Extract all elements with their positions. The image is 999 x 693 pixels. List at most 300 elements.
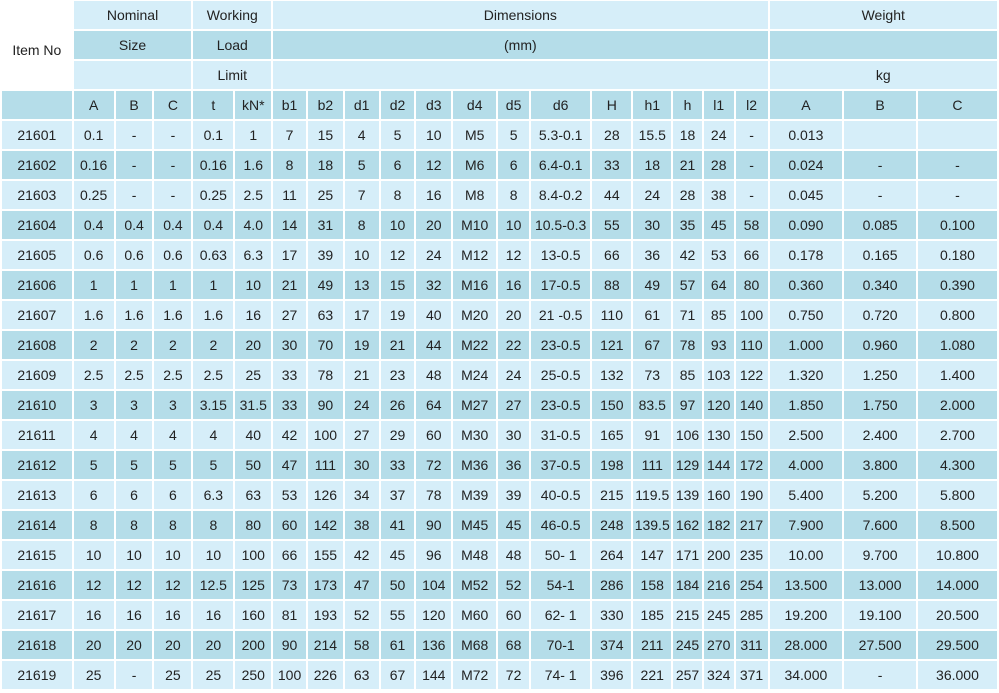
table-cell: 10 — [74, 541, 114, 571]
dimensions-blank — [273, 61, 767, 91]
table-cell: 0.750 — [770, 301, 843, 331]
table-cell: 171 — [673, 541, 702, 571]
table-cell: 150 — [592, 391, 631, 421]
table-cell: 374 — [592, 631, 631, 661]
column-header: B — [116, 91, 153, 121]
table-row — [2, 151, 997, 181]
table-cell: 25-0.5 — [531, 361, 590, 391]
table-cell: 2.500 — [770, 421, 843, 451]
table-cell: 17 — [345, 301, 379, 331]
table-cell: 10 — [193, 541, 233, 571]
table-cell: 48 — [416, 361, 451, 391]
table-cell: 0.6 — [116, 241, 153, 271]
table-cell: 58 — [345, 631, 379, 661]
table-cell: 190 — [736, 481, 768, 511]
table-cell: 147 — [633, 541, 671, 571]
table-cell: 214 — [308, 631, 343, 661]
column-header: h — [673, 91, 702, 121]
table-cell: 104 — [416, 571, 451, 601]
item-no-cell: 21603 — [2, 181, 72, 211]
table-cell: 23-0.5 — [531, 391, 590, 421]
table-cell: 42 — [673, 241, 702, 271]
table-cell: 182 — [704, 511, 734, 541]
table-cell: 64 — [416, 391, 451, 421]
table-cell: 211 — [633, 631, 671, 661]
table-cell: 28.000 — [770, 631, 843, 661]
table-cell: 100 — [273, 661, 306, 691]
table-cell: - — [736, 121, 768, 151]
column-header: t — [193, 91, 233, 121]
table-row — [2, 361, 997, 391]
table-cell: 1.850 — [770, 391, 843, 421]
table-cell: 8.500 — [918, 511, 997, 541]
table-cell: 73 — [633, 361, 671, 391]
table-cell: - — [736, 151, 768, 181]
table-cell: 6 — [498, 151, 529, 181]
table-cell: 0.25 — [193, 181, 233, 211]
table-cell: 66 — [592, 241, 631, 271]
table-cell: 24 — [704, 121, 734, 151]
table-row — [2, 661, 997, 691]
table-cell: 27 — [498, 391, 529, 421]
table-cell: 1 — [116, 271, 153, 301]
table-cell: 17-0.5 — [531, 271, 590, 301]
table-cell: 2.5 — [116, 361, 153, 391]
table-cell: 18 — [633, 151, 671, 181]
table-cell: 245 — [704, 601, 734, 631]
table-cell: 371 — [736, 661, 768, 691]
table-cell: 120 — [416, 601, 451, 631]
table-cell: 63 — [345, 661, 379, 691]
table-cell: 257 — [673, 661, 702, 691]
table-cell: 23 — [381, 361, 415, 391]
table-cell: 49 — [308, 271, 343, 301]
table-cell: 285 — [736, 601, 768, 631]
table-cell: 0.024 — [770, 151, 843, 181]
table-cell: 235 — [736, 541, 768, 571]
table-cell: 5 — [154, 451, 191, 481]
table-cell: 14 — [273, 211, 306, 241]
table-cell: 88 — [592, 271, 631, 301]
table-cell: M5 — [453, 121, 496, 151]
table-cell: 129 — [673, 451, 702, 481]
table-cell: 54-1 — [531, 571, 590, 601]
table-cell: 0.25 — [74, 181, 114, 211]
table-cell: 0.340 — [844, 271, 916, 301]
table-cell: - — [736, 181, 768, 211]
table-row — [2, 301, 997, 331]
table-cell: 245 — [673, 631, 702, 661]
table-cell: 0.180 — [918, 241, 997, 271]
table-cell: 250 — [235, 661, 271, 691]
table-cell: 10.00 — [770, 541, 843, 571]
table-cell: 8 — [381, 181, 415, 211]
table-cell: 1.6 — [235, 151, 271, 181]
table-row — [2, 121, 997, 151]
table-cell: 12 — [416, 151, 451, 181]
table-cell: 78 — [416, 481, 451, 511]
table-cell: 22 — [498, 331, 529, 361]
column-header: d4 — [453, 91, 496, 121]
table-cell: 8 — [116, 511, 153, 541]
table-cell: 6.3 — [193, 481, 233, 511]
table-cell: M52 — [453, 571, 496, 601]
table-cell: 139.5 — [633, 511, 671, 541]
table-cell: 324 — [704, 661, 734, 691]
table-cell: 34.000 — [770, 661, 843, 691]
table-cell: 53 — [704, 241, 734, 271]
table-cell: 0.4 — [74, 211, 114, 241]
table-cell: 5 — [74, 451, 114, 481]
table-cell: - — [918, 151, 997, 181]
column-header: l2 — [736, 91, 768, 121]
column-header: b2 — [308, 91, 343, 121]
table-cell: 20 — [416, 211, 451, 241]
table-cell: M22 — [453, 331, 496, 361]
table-cell: 144 — [416, 661, 451, 691]
table-cell: 111 — [633, 451, 671, 481]
table-cell: 226 — [308, 661, 343, 691]
table-cell: 39 — [308, 241, 343, 271]
table-cell: 47 — [273, 451, 306, 481]
table-cell: 71 — [673, 301, 702, 331]
table-cell: 270 — [704, 631, 734, 661]
table-cell: 119.5 — [633, 481, 671, 511]
table-cell: 25 — [193, 661, 233, 691]
table-cell: 0.165 — [844, 241, 916, 271]
size-header: Size — [74, 31, 192, 61]
table-cell: 0.090 — [770, 211, 843, 241]
table-cell: 28 — [704, 151, 734, 181]
table-cell: 15.5 — [633, 121, 671, 151]
table-cell: - — [154, 181, 191, 211]
table-cell: 1 — [193, 271, 233, 301]
table-cell: 20 — [235, 331, 271, 361]
table-cell: 4 — [193, 421, 233, 451]
table-cell: 10 — [235, 271, 271, 301]
column-header: C — [154, 91, 191, 121]
column-header: B — [844, 91, 916, 121]
dimensions-header: Dimensions — [273, 1, 767, 31]
item-no-cell: 21619 — [2, 661, 72, 691]
table-cell: 36 — [633, 241, 671, 271]
item-no-cell: 21612 — [2, 451, 72, 481]
table-cell: 0.960 — [844, 331, 916, 361]
load-header: Load — [193, 31, 271, 61]
table-cell: 20 — [498, 301, 529, 331]
table-cell: 0.045 — [770, 181, 843, 211]
table-cell: 0.16 — [193, 151, 233, 181]
table-cell: 40 — [416, 301, 451, 331]
table-cell: 0.800 — [918, 301, 997, 331]
table-cell: 2 — [74, 331, 114, 361]
table-cell: 16 — [416, 181, 451, 211]
table-cell: 2.5 — [235, 181, 271, 211]
item-no-cell: 21617 — [2, 601, 72, 631]
table-cell: 23-0.5 — [531, 331, 590, 361]
table-cell: 24 — [633, 181, 671, 211]
table-cell: 10 — [416, 121, 451, 151]
item-no-cell: 21611 — [2, 421, 72, 451]
table-cell: 122 — [736, 361, 768, 391]
table-cell: 16 — [193, 601, 233, 631]
table-cell: 330 — [592, 601, 631, 631]
table-cell: 0.360 — [770, 271, 843, 301]
table-cell: 93 — [704, 331, 734, 361]
table-cell: M45 — [453, 511, 496, 541]
table-cell: 110 — [592, 301, 631, 331]
table-cell: 144 — [704, 451, 734, 481]
table-cell: 20.500 — [918, 601, 997, 631]
table-cell: 81 — [273, 601, 306, 631]
table-cell: 35 — [673, 211, 702, 241]
table-cell: 50- 1 — [531, 541, 590, 571]
table-cell: 12 — [74, 571, 114, 601]
column-header: d3 — [416, 91, 451, 121]
table-cell: 14.000 — [918, 571, 997, 601]
table-cell: 10 — [381, 211, 415, 241]
table-cell: 38 — [345, 511, 379, 541]
table-cell: 47 — [345, 571, 379, 601]
table-cell: 62- 1 — [531, 601, 590, 631]
table-cell: 2.400 — [844, 421, 916, 451]
table-cell: 25 — [308, 181, 343, 211]
table-cell: 58 — [736, 211, 768, 241]
item-no-cell: 21613 — [2, 481, 72, 511]
table-cell: 28 — [673, 181, 702, 211]
table-cell: 193 — [308, 601, 343, 631]
table-cell: 19 — [381, 301, 415, 331]
table-cell: 160 — [235, 601, 271, 631]
table-cell: 184 — [673, 571, 702, 601]
table-cell: 8 — [154, 511, 191, 541]
column-header: H — [592, 91, 631, 121]
table-cell: 18 — [308, 151, 343, 181]
table-cell: 60 — [498, 601, 529, 631]
table-cell: 1 — [74, 271, 114, 301]
column-header: d2 — [381, 91, 415, 121]
header-row-3 — [2, 61, 997, 91]
item-no-cell: 21605 — [2, 241, 72, 271]
table-cell: 18 — [673, 121, 702, 151]
table-cell: 3.800 — [844, 451, 916, 481]
table-cell: 52 — [498, 571, 529, 601]
table-cell: 13.000 — [844, 571, 916, 601]
table-cell: 26 — [381, 391, 415, 421]
table-cell: 5.3-0.1 — [531, 121, 590, 151]
table-cell: 8 — [74, 511, 114, 541]
table-cell: 85 — [704, 301, 734, 331]
table-cell: 110 — [736, 331, 768, 361]
table-cell: 4 — [74, 421, 114, 451]
table-cell: 2 — [116, 331, 153, 361]
table-cell: 132 — [592, 361, 631, 391]
table-cell: 200 — [235, 631, 271, 661]
table-cell: 67 — [633, 331, 671, 361]
table-cell: 24 — [416, 241, 451, 271]
table-cell: 16 — [498, 271, 529, 301]
table-cell: 1.000 — [770, 331, 843, 361]
table-cell: 5.200 — [844, 481, 916, 511]
table-cell: 158 — [633, 571, 671, 601]
table-cell: 63 — [235, 481, 271, 511]
item-no-blank — [2, 61, 72, 91]
table-cell: 83.5 — [633, 391, 671, 421]
table-cell: 396 — [592, 661, 631, 691]
table-cell: 7 — [273, 121, 306, 151]
table-cell: M68 — [453, 631, 496, 661]
table-cell: 125 — [235, 571, 271, 601]
table-cell: 162 — [673, 511, 702, 541]
table-cell: 33 — [273, 391, 306, 421]
table-cell: 217 — [736, 511, 768, 541]
table-cell: 0.6 — [154, 241, 191, 271]
table-cell: 55 — [592, 211, 631, 241]
table-cell: 36.000 — [918, 661, 997, 691]
table-cell: 286 — [592, 571, 631, 601]
table-cell: 1 — [154, 271, 191, 301]
table-cell: 173 — [308, 571, 343, 601]
table-cell: 6.4-0.1 — [531, 151, 590, 181]
table-cell: 4 — [345, 121, 379, 151]
table-cell: 33 — [592, 151, 631, 181]
table-row — [2, 571, 997, 601]
table-cell: 100 — [235, 541, 271, 571]
item-no-cell: 21604 — [2, 211, 72, 241]
table-cell: 172 — [736, 451, 768, 481]
table-cell: 121 — [592, 331, 631, 361]
table-cell: 90 — [416, 511, 451, 541]
nominal-header: Nominal — [74, 1, 192, 31]
table-cell: 12 — [498, 241, 529, 271]
item-no-cell: 21610 — [2, 391, 72, 421]
table-cell: 100 — [308, 421, 343, 451]
item-no-cell: 21618 — [2, 631, 72, 661]
table-cell: 73 — [273, 571, 306, 601]
table-cell: M30 — [453, 421, 496, 451]
table-cell: 2.700 — [918, 421, 997, 451]
table-cell: 21 -0.5 — [531, 301, 590, 331]
table-cell: 67 — [381, 661, 415, 691]
header-row-1 — [2, 1, 997, 31]
mm-header: (mm) — [273, 31, 767, 61]
table-cell: 6 — [74, 481, 114, 511]
table-cell: 6.3 — [235, 241, 271, 271]
table-cell: 27.500 — [844, 631, 916, 661]
table-row — [2, 211, 997, 241]
table-cell: 198 — [592, 451, 631, 481]
table-cell: 50 — [381, 571, 415, 601]
column-header: d1 — [345, 91, 379, 121]
table-cell: 142 — [308, 511, 343, 541]
table-cell: 1.080 — [918, 331, 997, 361]
table-cell: 74- 1 — [531, 661, 590, 691]
table-cell: 10 — [345, 241, 379, 271]
column-header: A — [74, 91, 114, 121]
table-cell: 24 — [498, 361, 529, 391]
table-cell: 120 — [704, 391, 734, 421]
table-cell: 30 — [273, 331, 306, 361]
table-cell: 139 — [673, 481, 702, 511]
table-cell: M39 — [453, 481, 496, 511]
item-no-cell: 21602 — [2, 151, 72, 181]
table-cell: M60 — [453, 601, 496, 631]
table-cell: 17 — [273, 241, 306, 271]
table-cell: - — [116, 151, 153, 181]
table-cell: 20 — [74, 631, 114, 661]
table-cell: 15 — [381, 271, 415, 301]
table-cell: 97 — [673, 391, 702, 421]
column-header: d5 — [498, 91, 529, 121]
table-cell: 215 — [592, 481, 631, 511]
item-no-cell: 21601 — [2, 121, 72, 151]
table-cell: 50 — [235, 451, 271, 481]
table-cell: 150 — [736, 421, 768, 451]
table-cell: 1.750 — [844, 391, 916, 421]
table-cell: 4 — [154, 421, 191, 451]
item-no-cell: 21609 — [2, 361, 72, 391]
item-no-cell: 21606 — [2, 271, 72, 301]
table-cell: M8 — [453, 181, 496, 211]
table-row — [2, 601, 997, 631]
table-cell: 68 — [498, 631, 529, 661]
table-cell: 31.5 — [235, 391, 271, 421]
table-cell: 3 — [74, 391, 114, 421]
table-cell: 1 — [235, 121, 271, 151]
working-header: Working — [193, 1, 271, 31]
table-cell: 72 — [416, 451, 451, 481]
table-cell: M72 — [453, 661, 496, 691]
table-cell: 13.500 — [770, 571, 843, 601]
column-header: b1 — [273, 91, 306, 121]
table-cell: - — [116, 181, 153, 211]
table-row — [2, 631, 997, 661]
table-cell: M6 — [453, 151, 496, 181]
table-cell: 185 — [633, 601, 671, 631]
table-cell: 3.15 — [193, 391, 233, 421]
table-cell: 215 — [673, 601, 702, 631]
table-cell: 72 — [498, 661, 529, 691]
specification-table — [0, 1, 999, 691]
table-cell: 1.6 — [116, 301, 153, 331]
table-cell: 96 — [416, 541, 451, 571]
item-no-cell: 21608 — [2, 331, 72, 361]
table-cell: 0.1 — [193, 121, 233, 151]
table-cell: 264 — [592, 541, 631, 571]
table-cell: 0.013 — [770, 121, 843, 151]
table-cell: 248 — [592, 511, 631, 541]
table-cell: M20 — [453, 301, 496, 331]
table-row — [2, 451, 997, 481]
table-cell: 70 — [308, 331, 343, 361]
table-cell: 136 — [416, 631, 451, 661]
table-cell: 31-0.5 — [531, 421, 590, 451]
table-cell: 37 — [381, 481, 415, 511]
kg-header: kg — [770, 61, 998, 91]
table-cell: 1.6 — [193, 301, 233, 331]
table-cell: 91 — [633, 421, 671, 451]
table-cell: 24 — [345, 391, 379, 421]
table-cell: 90 — [273, 631, 306, 661]
table-row — [2, 391, 997, 421]
column-header: l1 — [704, 91, 734, 121]
table-cell: 2.5 — [193, 361, 233, 391]
table-cell: M10 — [453, 211, 496, 241]
table-cell: 90 — [308, 391, 343, 421]
table-cell: 39 — [498, 481, 529, 511]
table-cell: - — [844, 151, 916, 181]
table-cell: 1.6 — [74, 301, 114, 331]
